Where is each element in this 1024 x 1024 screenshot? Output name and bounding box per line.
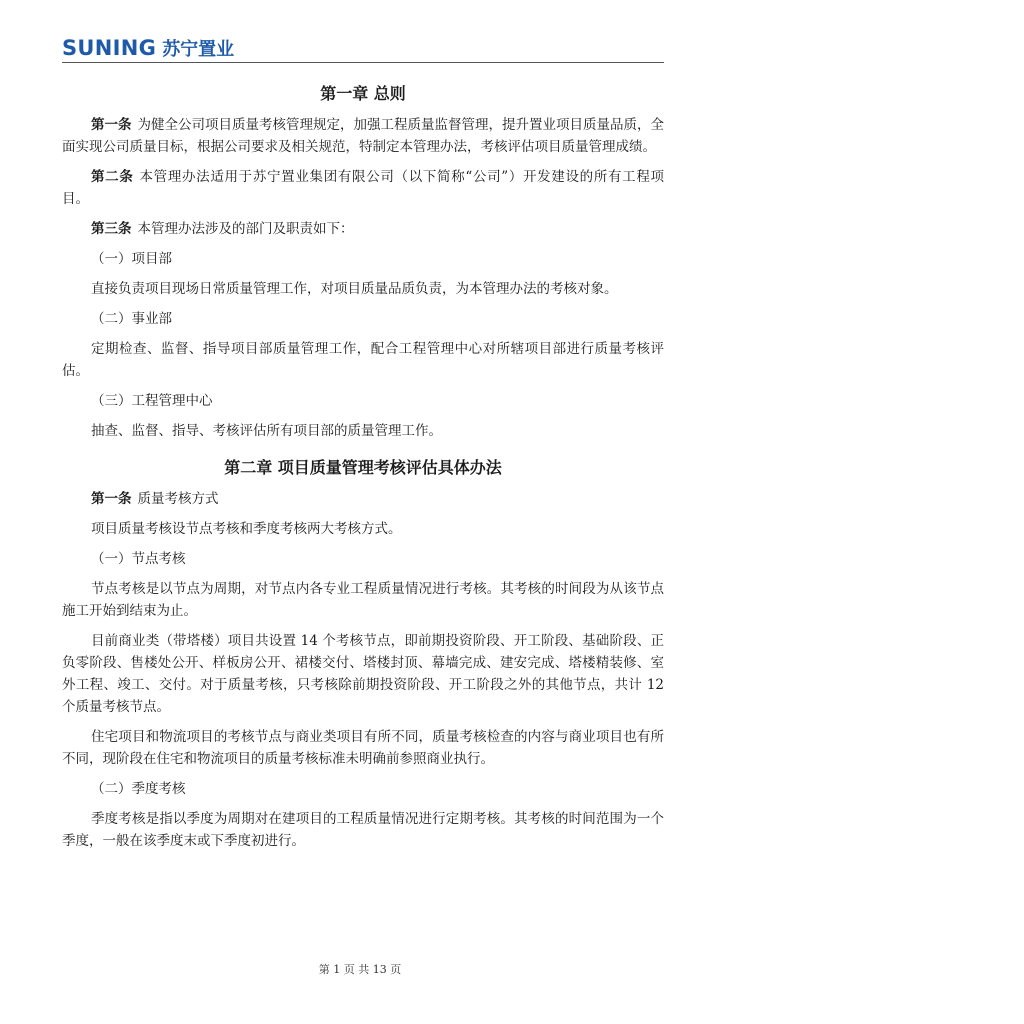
node-assessment-paragraph-2: 目前商业类（带塔楼）项目共设置 14 个考核节点，即前期投资阶段、开工阶段、基础阶段、正负零阶段、售楼处公开、样板房公开、裙楼交付、塔楼封顶、幕墙完成、建安完成、塔楼精装修、室外工程、竣工、交付。对于质量考核，只考核除前期投资阶段、开工阶段之外的其他节点，共计 12 个质量考核节点。	[62, 633, 664, 715]
page-number-footer: 第 1 页 共 13 页	[318, 963, 402, 976]
article-text: 质量考核方式	[137, 491, 219, 507]
article-text: 本管理办法适用于苏宁置业集团有限公司（以下简称“公司”）开发建设的所有工程项目。	[62, 169, 665, 207]
document-page	[62, 0, 664, 1024]
node-assessment-paragraph-3: 住宅项目和物流项目的考核节点与商业类项目有所不同，质量考核检查的内容与商业项目也有所不同，现阶段在住宅和物流项目的质量考核标准未明确前参照商业执行。	[62, 729, 664, 767]
subsection-text-engineering-center: 抽查、监督、指导、考核评估所有项目部的质量管理工作。	[91, 423, 442, 439]
article-label: 第三条	[91, 221, 132, 237]
node-assessment-paragraph-1: 节点考核是以节点为周期，对节点内各专业工程质量情况进行考核。其考核的时间段为从该节点施工开始到结束为止。	[62, 581, 664, 619]
subsection-title-engineering-center: （三）工程管理中心	[91, 393, 213, 409]
logo-latin-text: SUNING	[62, 36, 157, 60]
chapter-1-article-1	[62, 114, 664, 158]
chapter-2-title: 第二章 项目质量管理考核评估具体办法	[224, 458, 502, 477]
document-body	[62, 80, 664, 860]
subsection-title-project-dept: （一）项目部	[91, 251, 172, 267]
article-text: 为健全公司项目质量考核管理规定，加强工程质量监督管理，提升置业项目质量品质，全面实现公司质量目标，根据公司要求及相关规范，特制定本管理办法，考核评估项目质量管理成绩。	[62, 117, 664, 155]
chapter-1-article-2	[62, 166, 664, 210]
article-label: 第二条	[91, 169, 134, 185]
subsection-text-business-dept: 定期检查、监督、指导项目部质量管理工作，配合工程管理中心对所辖项目部进行质量考核评估。	[62, 341, 664, 379]
chapter-1-article-3	[62, 218, 664, 240]
chapter-2-article-1	[62, 488, 664, 510]
quarterly-assessment-paragraph-1: 季度考核是指以季度为周期对在建项目的工程质量情况进行定期考核。其考核的时间范围为一个季度，一般在该季度末或下季度初进行。	[62, 811, 664, 849]
subsection-title-business-dept: （二）事业部	[91, 311, 172, 327]
article-label: 第一条	[91, 491, 132, 507]
article-label: 第一条	[91, 117, 132, 133]
subsection-text-project-dept: 直接负责项目现场日常质量管理工作，对项目质量品质负责，为本管理办法的考核对象。	[91, 281, 618, 297]
logo-chinese-text: 苏宁置业	[162, 39, 235, 60]
page-header	[62, 34, 664, 63]
chapter-1-title: 第一章 总则	[320, 84, 406, 103]
subsection-title-node-assessment: （一）节点考核	[91, 551, 186, 567]
subsection-title-quarterly-assessment: （二）季度考核	[91, 781, 186, 797]
suning-logo	[62, 34, 234, 62]
article-text: 本管理办法涉及的部门及职责如下：	[137, 221, 354, 237]
chapter-2-intro: 项目质量考核设节点考核和季度考核两大考核方式。	[91, 521, 402, 537]
